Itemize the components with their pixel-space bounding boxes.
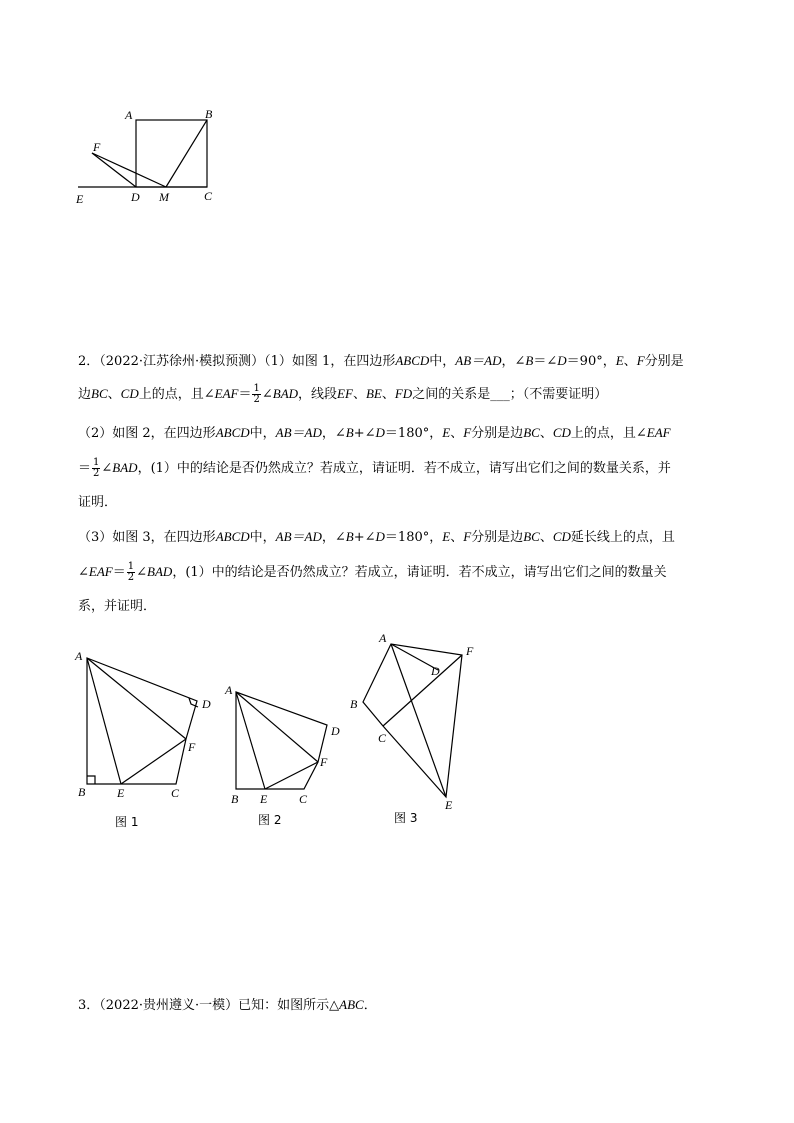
q2-text: 之间的关系是 [412,387,491,402]
fig1-label-f: F [188,740,196,754]
q2-text: 分别是边 [471,426,524,441]
fig3-label-c: C [378,731,387,745]
fraction-half [92,458,100,479]
fraction-half [252,384,260,405]
fig2-label-c: C [299,792,308,806]
q3-source: （2022·贵州遵义·一模） [99,998,239,1013]
q2-text: （3）如图 3，在四边形 [78,530,216,545]
q2-text: 、 [107,387,121,402]
q2-text: ，∠ [501,354,526,369]
figure-1-lines [87,658,198,784]
q2-text: 系，并证明． [78,599,157,614]
q2-var: F [463,529,472,544]
q2-var: ABCD [215,529,250,544]
q3-var: ABC [339,997,364,1012]
q2-text: ＝ [112,565,126,580]
q2-text: 分别是边 [471,530,524,545]
q2-text: 、 [539,426,553,441]
q2-text: 中， [249,530,276,545]
q2-text: 上的点，且∠ [138,387,215,402]
fig2-label-a: A [225,683,233,697]
q2-text: ，∠ [321,426,346,441]
q2-var: BE [365,386,382,401]
q2-text: ，∠ [321,530,346,545]
q2-number: 2． [78,354,100,369]
q2-text: 中， [429,354,456,369]
q2-text: （1）如图 1，在四边形 [264,354,396,369]
q2-var: EAF [88,564,113,579]
q2-text: ＝90°， [566,354,616,369]
fig3-label-b: B [350,697,358,711]
fig2-label-e: E [260,792,268,806]
q2-text: 、 [381,387,395,402]
q2-var: BC [523,425,540,440]
q2-var: AB＝AD [455,353,502,368]
q2-var: EAF [646,425,671,440]
q2-part3-line-2 [78,562,728,583]
q2-text: ＝ [238,387,252,402]
q2-text: （2）如图 2，在四边形 [78,426,216,441]
q2-var: CD [120,386,139,401]
top-figure [70,100,230,210]
q2-source: （2022·江苏徐州·模拟预测） [99,354,265,369]
q2-text: ，(1）中的结论是否仍然成立？若成立，请证明．若不成立，请写出它们之间的数量关 [172,565,667,580]
frac-num: 1 [93,457,100,468]
fig2-label-b: B [231,792,239,806]
q2-var: F [636,353,645,368]
top-label-f: F [93,140,101,154]
q2-var: E [442,529,451,544]
fig1-label-c: C [171,786,180,800]
frac-den: 2 [127,572,135,583]
q2-var: B [345,529,354,544]
q2-var: ABCD [215,425,250,440]
q2-text: ∠ [101,461,113,476]
frac-num: 1 [253,383,260,394]
figure-2 [220,680,360,835]
q2-var: BAD [272,386,299,401]
q2-text: ∠ [78,565,89,580]
q2-text: 、 [623,354,637,369]
fig2-caption: 图 2 [258,813,282,827]
fig3-label-e: E [445,798,453,812]
top-label-c: C [204,189,213,203]
figure-3-lines [363,644,462,797]
q2-var: CD [552,529,571,544]
q2-text: 证明． [78,495,118,510]
fig2-label-d: D [331,724,340,738]
q2-var: B [525,353,534,368]
q2-text: 中， [249,426,276,441]
q2-var: E [442,425,451,440]
frac-den: 2 [93,468,100,479]
fig3-label-d: D [431,664,440,678]
q3-text: 已知：如图所示△ [238,998,340,1013]
q2-var: D [375,529,385,544]
q2-line-1 [78,352,728,371]
q2-text: +∠ [353,530,376,545]
top-label-d: D [131,190,140,204]
q2-part2-line-3 [78,494,728,512]
figure-1 [70,645,220,835]
q2-var: EAF [214,386,239,401]
q2-text: 延长线上的点，且 [570,530,675,545]
q2-var: BAD [112,460,138,475]
q2-var: ABCD [395,353,430,368]
q2-text: ；（不需要证明） [509,387,608,402]
fig3-label-f: F [466,644,474,658]
q2-var: D [557,353,567,368]
q2-var: AB＝AD [275,529,322,544]
q2-var: B [345,425,354,440]
figure-2-lines [236,692,327,789]
fig3-label-a: A [379,631,387,645]
q2-part3-line-3 [78,598,728,616]
q2-var: BAD [147,564,173,579]
q2-text: ＝180°， [384,530,443,545]
q2-text: ，(1）中的结论是否仍然成立？若成立，请证明．若不成立，请写出它们之间的数量关系，并 [137,461,671,476]
q2-part2-line-2 [78,458,728,479]
top-label-e: E [76,192,84,206]
q3-line-1 [78,996,728,1015]
answer-blank[interactable]: ___ [490,387,510,402]
q2-var: CD [552,425,571,440]
top-label-m: M [159,190,169,204]
fig1-label-e: E [117,786,125,800]
q2-line-2 [78,384,728,405]
q3-number: 3． [78,998,100,1013]
fig3-caption: 图 3 [394,811,418,825]
q2-var: BC [91,386,108,401]
fig1-caption: 图 1 [115,815,139,829]
top-label-b: B [205,107,213,121]
q2-part3-line-1 [78,528,728,547]
q2-text: ，线段 [298,387,338,402]
fig1-label-b: B [78,785,86,799]
fraction-half [127,562,135,583]
q2-var: EF [337,386,353,401]
q2-text: 、 [352,387,366,402]
q3-text: ． [363,998,377,1013]
q2-text: 边 [78,387,92,402]
q2-var: F [463,425,472,440]
q2-var: E [615,353,624,368]
top-label-a: A [125,108,133,122]
q2-text: +∠ [353,426,376,441]
q2-text: ＝ [78,461,92,476]
q2-var: BC [523,529,540,544]
figure-3 [345,628,490,833]
fig2-label-f: F [320,755,328,769]
q2-text: 、 [450,426,464,441]
q2-var: AB＝AD [275,425,322,440]
q2-text: 上的点，且∠ [570,426,647,441]
fig1-label-d: D [202,697,211,711]
q2-var: FD [394,386,413,401]
q2-text: ＝180°， [384,426,443,441]
frac-num: 1 [127,561,135,572]
q2-text: ∠ [261,387,273,402]
q2-text: 分别是 [644,354,684,369]
q2-var: D [375,425,385,440]
fig1-label-a: A [75,649,83,663]
frac-den: 2 [253,394,260,405]
q2-text: ∠ [136,565,148,580]
q2-text: ＝∠ [533,354,558,369]
q2-text: 、 [539,530,553,545]
q2-text: 、 [450,530,464,545]
q2-part2-line-1 [78,424,728,443]
